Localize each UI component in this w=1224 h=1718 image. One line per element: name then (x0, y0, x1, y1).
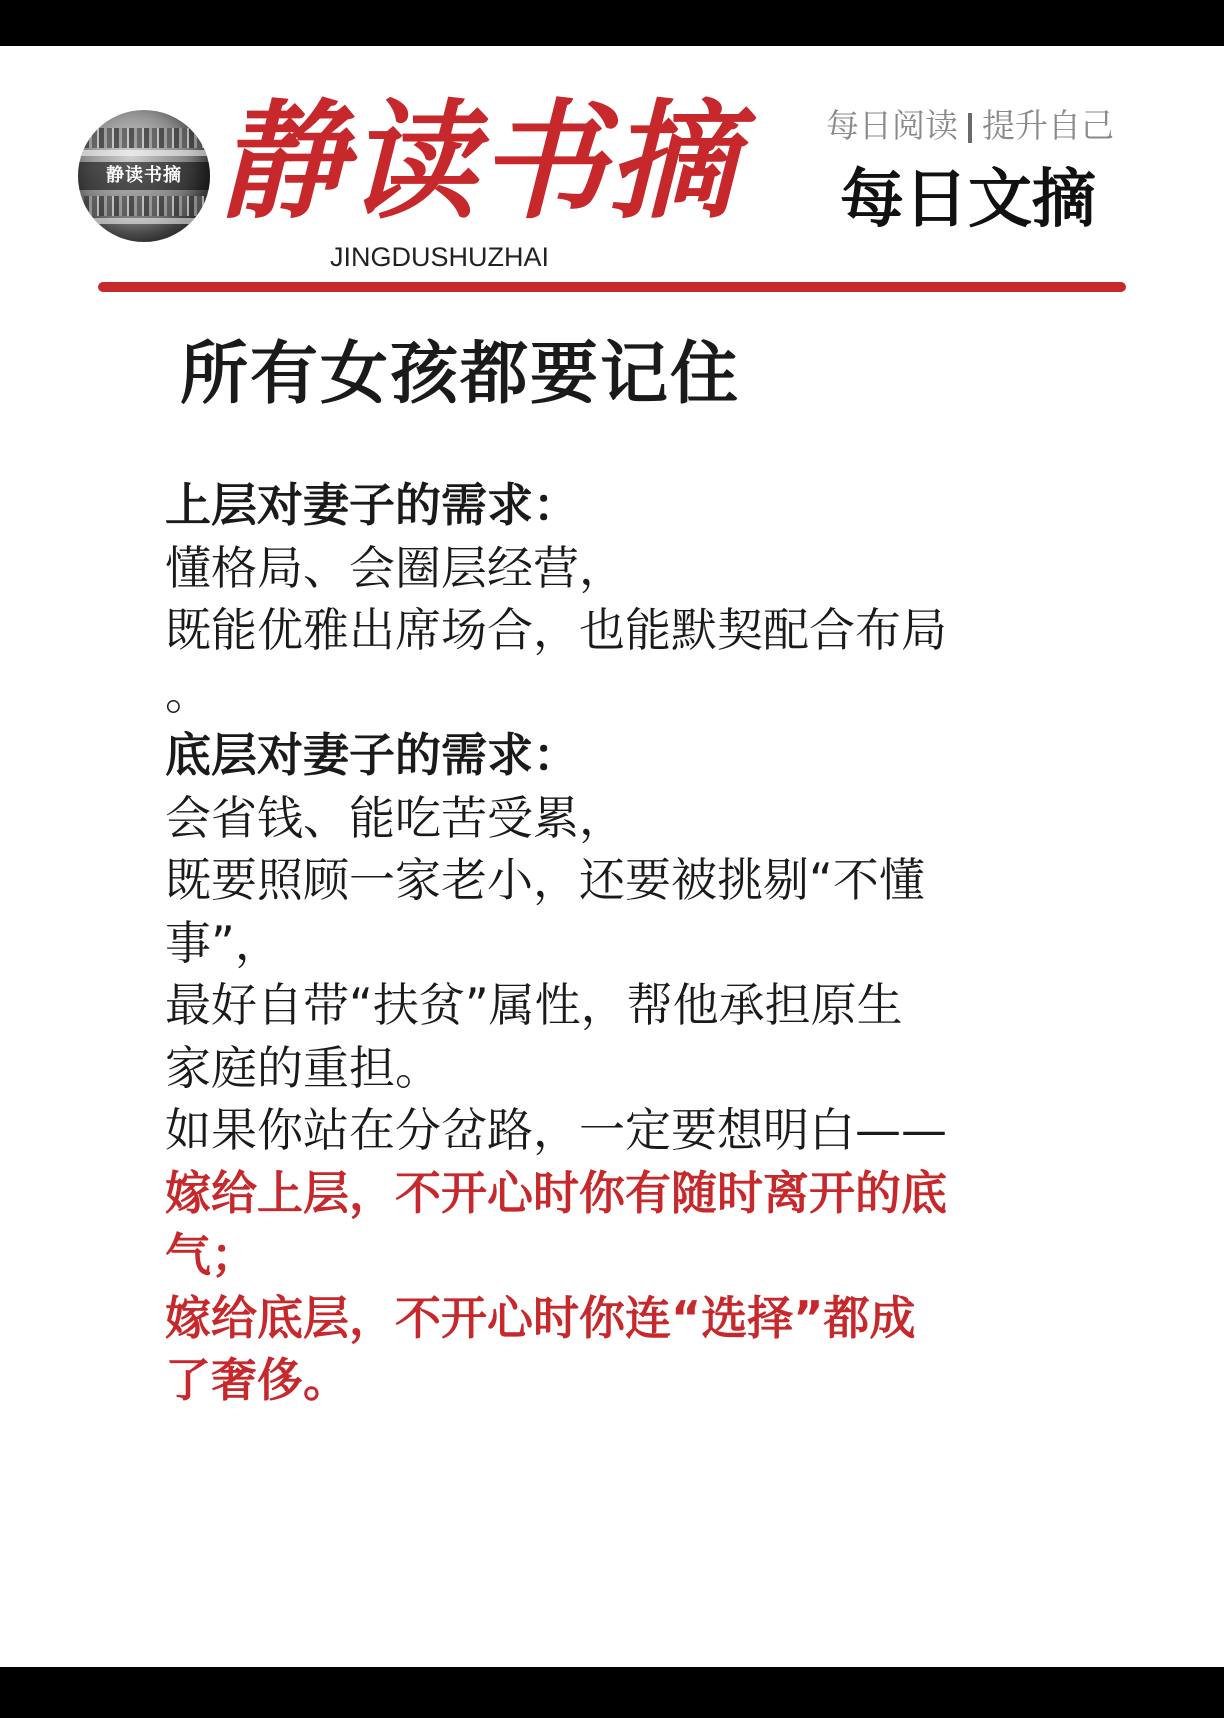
body-line: 家庭的重担。 (165, 1040, 441, 1095)
article-title: 所有女孩都要记住 (180, 335, 741, 414)
bottom-black-bar (0, 1667, 1224, 1718)
shelf-line-decoration (78, 218, 210, 224)
body-line-highlight: 嫁给底层，不开心时你连“选择”都成 (165, 1290, 916, 1345)
bookshelf-globe-logo (78, 110, 210, 242)
brand-pinyin: JINGDUSHUZHAI (330, 242, 550, 272)
books-row-decoration (84, 128, 204, 148)
body-line: 既能优雅出席场合，也能默契配合布局 (165, 603, 947, 657)
tagline-right: 提升自己 (982, 106, 1114, 145)
brand-title: 静读书摘 (218, 87, 739, 237)
header-divider (98, 282, 1126, 292)
body-line: 上层对妻子的需求： (165, 478, 579, 532)
tagline-separator (968, 113, 972, 143)
body-line-highlight: 气； (165, 1228, 257, 1282)
article-body (165, 474, 1050, 1412)
body-line: 如果你站在分岔路，一定要想明白—— (165, 1103, 947, 1157)
body-line: 最好自带“扶贫”属性，帮他承担原生 (165, 978, 903, 1032)
shelf-line-decoration (78, 150, 210, 156)
top-black-bar (0, 0, 1224, 46)
body-line: 底层对妻子的需求： (165, 728, 579, 782)
body-line: 既要照顾一家老小，还要被挑剔“不懂 (165, 853, 925, 907)
tagline-left: 每日阅读 (826, 106, 958, 145)
body-line-highlight: 嫁给上层，不开心时你有随时离开的底 (165, 1165, 947, 1220)
body-line: 。 (165, 665, 211, 720)
daily-digest-title: 每日文摘 (840, 163, 1096, 237)
logo-badge-text: 静读书摘 (78, 162, 210, 190)
body-line: 事”， (165, 915, 281, 970)
body-line: 懂格局、会圈层经营， (165, 540, 625, 595)
body-line-highlight: 了奢侈。 (165, 1353, 349, 1407)
body-line: 会省钱、能吃苦受累， (165, 790, 625, 845)
tagline (826, 104, 1146, 148)
books-row-decoration (84, 196, 204, 216)
